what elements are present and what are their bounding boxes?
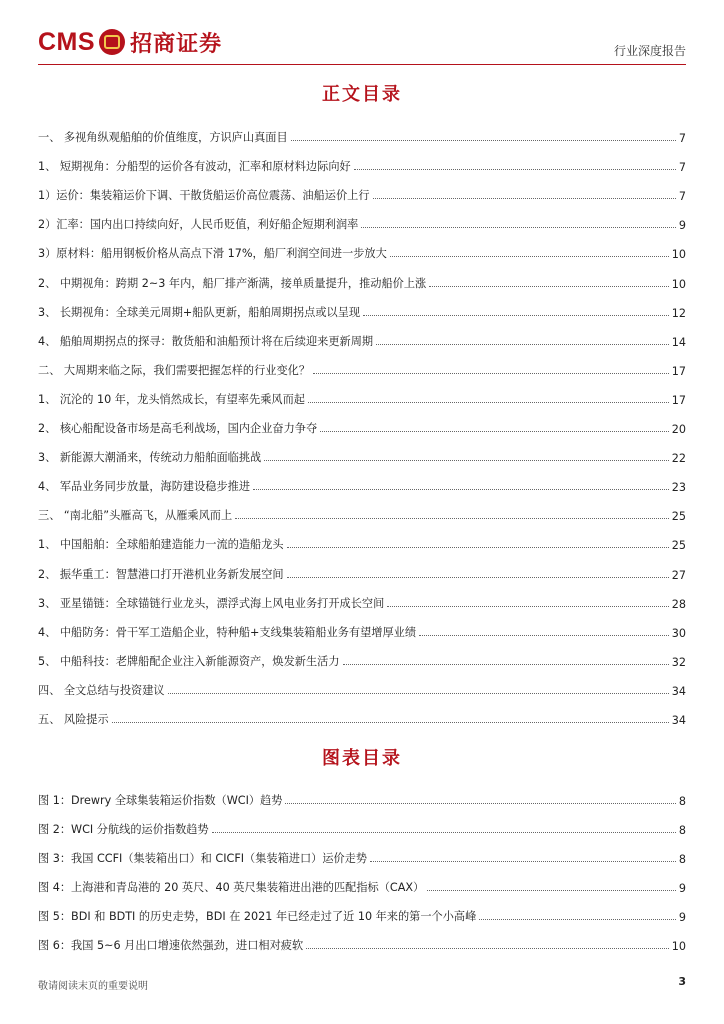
dot-leader: [320, 431, 669, 432]
toc-entry-label: 1）运价：集装箱运价下调、干散货船运价高位震荡、油船运价上行: [38, 189, 370, 203]
figure-entry-label: 图 3：我国 CCFI（集装箱出口）和 CICFI（集装箱进口）运价走势: [38, 852, 368, 865]
page-number: 3: [678, 975, 686, 988]
figure-entry[interactable]: [38, 895, 686, 924]
toc-entry-label: 四、 全文总结与投资建议: [38, 683, 165, 697]
logo-cn-text: 招商证券: [130, 31, 223, 57]
figure-entry[interactable]: [38, 924, 686, 953]
figure-entry-page: 8: [678, 795, 686, 808]
toc-entry-label: 三、 “南北船”头雁高飞，从雁乘风而上: [38, 509, 233, 523]
dot-leader: [427, 890, 676, 891]
toc-title: 正文目录: [322, 84, 402, 105]
toc-entry-page: 7: [678, 132, 686, 146]
dot-leader: [212, 832, 676, 833]
toc-entry[interactable]: [38, 174, 686, 203]
figure-entry-label: 图 4：上海港和青岛港的 20 英尺、40 英尺集装箱进出港的匹配指标（CAX）: [38, 881, 425, 894]
toc-entry-page: 7: [678, 190, 686, 204]
dot-leader: [419, 635, 669, 636]
toc-entry-label: 4、 船舶周期拐点的探寻：散货船和油船预计将在后续迎来更新周期: [38, 334, 374, 348]
figure-entry-page: 9: [678, 911, 686, 924]
figure-entry-label: 图 6：我国 5~6 月出口增速依然强劲，进口相对疲软: [38, 939, 304, 952]
toc-entry[interactable]: [38, 640, 686, 669]
figure-entry[interactable]: [38, 866, 686, 895]
dot-leader: [313, 373, 669, 374]
toc-list: [38, 116, 686, 727]
logo-cms-text: CMS: [38, 27, 96, 56]
toc-entry[interactable]: [38, 669, 686, 698]
toc-entry[interactable]: [38, 145, 686, 174]
toc-entry-page: 20: [671, 423, 686, 437]
toc-entry-page: 17: [671, 393, 686, 407]
dot-leader: [387, 606, 668, 607]
figure-entry[interactable]: [38, 779, 686, 808]
header-divider: [38, 64, 686, 65]
figures-title: 图表目录: [322, 748, 402, 769]
toc-entry-page: 17: [671, 364, 686, 378]
toc-entry[interactable]: [38, 494, 686, 523]
toc-entry[interactable]: [38, 116, 686, 145]
toc-entry-page: 22: [671, 452, 686, 466]
dot-leader: [306, 948, 669, 949]
figure-entry-label: 图 2：WCI 分航线的运价指数趋势: [38, 823, 209, 836]
toc-entry-label: 五、 风险提示: [38, 712, 109, 726]
dot-leader: [308, 402, 669, 403]
toc-entry-page: 28: [671, 597, 686, 611]
toc-entry-page: 25: [671, 539, 686, 553]
toc-entry-page: 34: [671, 684, 686, 698]
toc-entry-label: 1、 中国船舶：全球船舶建造能力一流的造船龙头: [38, 538, 284, 552]
toc-entry-page: 10: [671, 248, 686, 262]
figure-entry-label: 图 5：BDI 和 BDTI 的历史走势，BDI 在 2021 年已经走过了近 10 年来的第一个小高峰: [38, 910, 477, 923]
report-type: 行业深度报告: [613, 44, 686, 58]
toc-entry-page: 14: [671, 335, 686, 349]
toc-entry[interactable]: [38, 698, 686, 727]
toc-entry-label: 2）汇率：国内出口持续向好，人民币贬值，利好船企短期利润率: [38, 218, 359, 232]
toc-entry-label: 1、 沉沦的 10 年，龙头悄然成长，有望率先乘风而起: [38, 392, 305, 406]
toc-entry[interactable]: [38, 465, 686, 494]
dot-leader: [235, 518, 669, 519]
toc-entry-label: 5、 中船科技：老牌船配企业注入新能源资产，焕发新生活力: [38, 654, 340, 668]
dot-leader: [287, 547, 669, 548]
footer-note: 敬请阅读末页的重要说明: [38, 981, 148, 992]
figure-entry-page: 9: [678, 882, 686, 895]
dot-leader: [291, 140, 676, 141]
figures-list: [38, 779, 686, 953]
dot-leader: [390, 256, 669, 257]
toc-entry[interactable]: [38, 291, 686, 320]
dot-leader: [264, 460, 669, 461]
toc-entry-label: 2、 核心船配设备市场是高毛利战场，国内企业奋力争夺: [38, 422, 318, 436]
toc-entry[interactable]: [38, 232, 686, 261]
toc-entry[interactable]: [38, 582, 686, 611]
toc-entry-page: 7: [678, 161, 686, 175]
dot-leader: [373, 198, 676, 199]
dot-leader: [285, 803, 675, 804]
toc-entry[interactable]: [38, 349, 686, 378]
figure-entry-page: 8: [678, 853, 686, 866]
dot-leader: [168, 693, 669, 694]
dot-leader: [363, 315, 669, 316]
dot-leader: [429, 286, 669, 287]
dot-leader: [370, 861, 676, 862]
toc-entry-page: 30: [671, 626, 686, 640]
toc-entry-page: 9: [678, 219, 686, 233]
toc-entry-page: 32: [671, 655, 686, 669]
toc-entry-label: 2、 中期视角：跨期 2~3 年内，船厂排产渐满，接单质量提升，推动船价上涨: [38, 276, 427, 290]
figure-entry-label: 图 1：Drewry 全球集装箱运价指数（WCI）趋势: [38, 794, 283, 807]
toc-entry[interactable]: [38, 407, 686, 436]
toc-entry-page: 34: [671, 713, 686, 727]
toc-entry-page: 27: [671, 568, 686, 582]
dot-leader: [376, 344, 669, 345]
dot-leader: [343, 664, 669, 665]
company-logo: [38, 26, 222, 58]
toc-entry-label: 二、 大周期来临之际，我们需要把握怎样的行业变化？: [38, 363, 311, 377]
toc-entry[interactable]: [38, 552, 686, 581]
figure-entry[interactable]: [38, 837, 686, 866]
toc-entry[interactable]: [38, 203, 686, 232]
toc-entry[interactable]: [38, 523, 686, 552]
toc-entry-page: 10: [671, 277, 686, 291]
dot-leader: [253, 489, 669, 490]
toc-entry[interactable]: [38, 436, 686, 465]
logo-badge-icon: [99, 29, 125, 55]
page-header: [0, 0, 724, 66]
figure-entry-page: 10: [671, 940, 686, 953]
toc-entry-label: 3）原材料：船用钢板价格从高点下滑 17%，船厂利润空间进一步放大: [38, 247, 387, 261]
toc-entry[interactable]: [38, 378, 686, 407]
figure-entry[interactable]: [38, 808, 686, 837]
toc-entry-label: 1、 短期视角：分船型的运价各有波动，汇率和原材料边际向好: [38, 160, 351, 174]
toc-entry[interactable]: [38, 611, 686, 640]
dot-leader: [287, 577, 669, 578]
dot-leader: [479, 919, 676, 920]
dot-leader: [354, 169, 676, 170]
toc-entry-label: 4、 中船防务：骨干军工造船企业，特种船+支线集装箱船业务有望增厚业绩: [38, 625, 417, 639]
toc-entry-page: 23: [671, 481, 686, 495]
toc-entry[interactable]: [38, 320, 686, 349]
toc-entry-label: 4、 军品业务同步放量，海防建设稳步推进: [38, 480, 251, 494]
toc-entry-label: 3、 长期视角：全球美元周期+船队更新，船舶周期拐点或以呈现: [38, 305, 361, 319]
toc-entry-label: 3、 新能源大潮涌来，传统动力船舶面临挑战: [38, 451, 262, 465]
toc-entry[interactable]: [38, 261, 686, 290]
toc-entry-page: 25: [671, 510, 686, 524]
toc-entry-label: 2、 振华重工：智慧港口打开港机业务新发展空间: [38, 567, 284, 581]
dot-leader: [361, 227, 676, 228]
toc-entry-label: 3、 亚星锚链：全球锚链行业龙头，漂浮式海上风电业务打开成长空间: [38, 596, 385, 610]
toc-entry-page: 12: [671, 306, 686, 320]
figure-entry-page: 8: [678, 824, 686, 837]
toc-entry-label: 一、 多视角纵观船舶的价值维度，方识庐山真面目: [38, 131, 288, 145]
dot-leader: [112, 722, 669, 723]
